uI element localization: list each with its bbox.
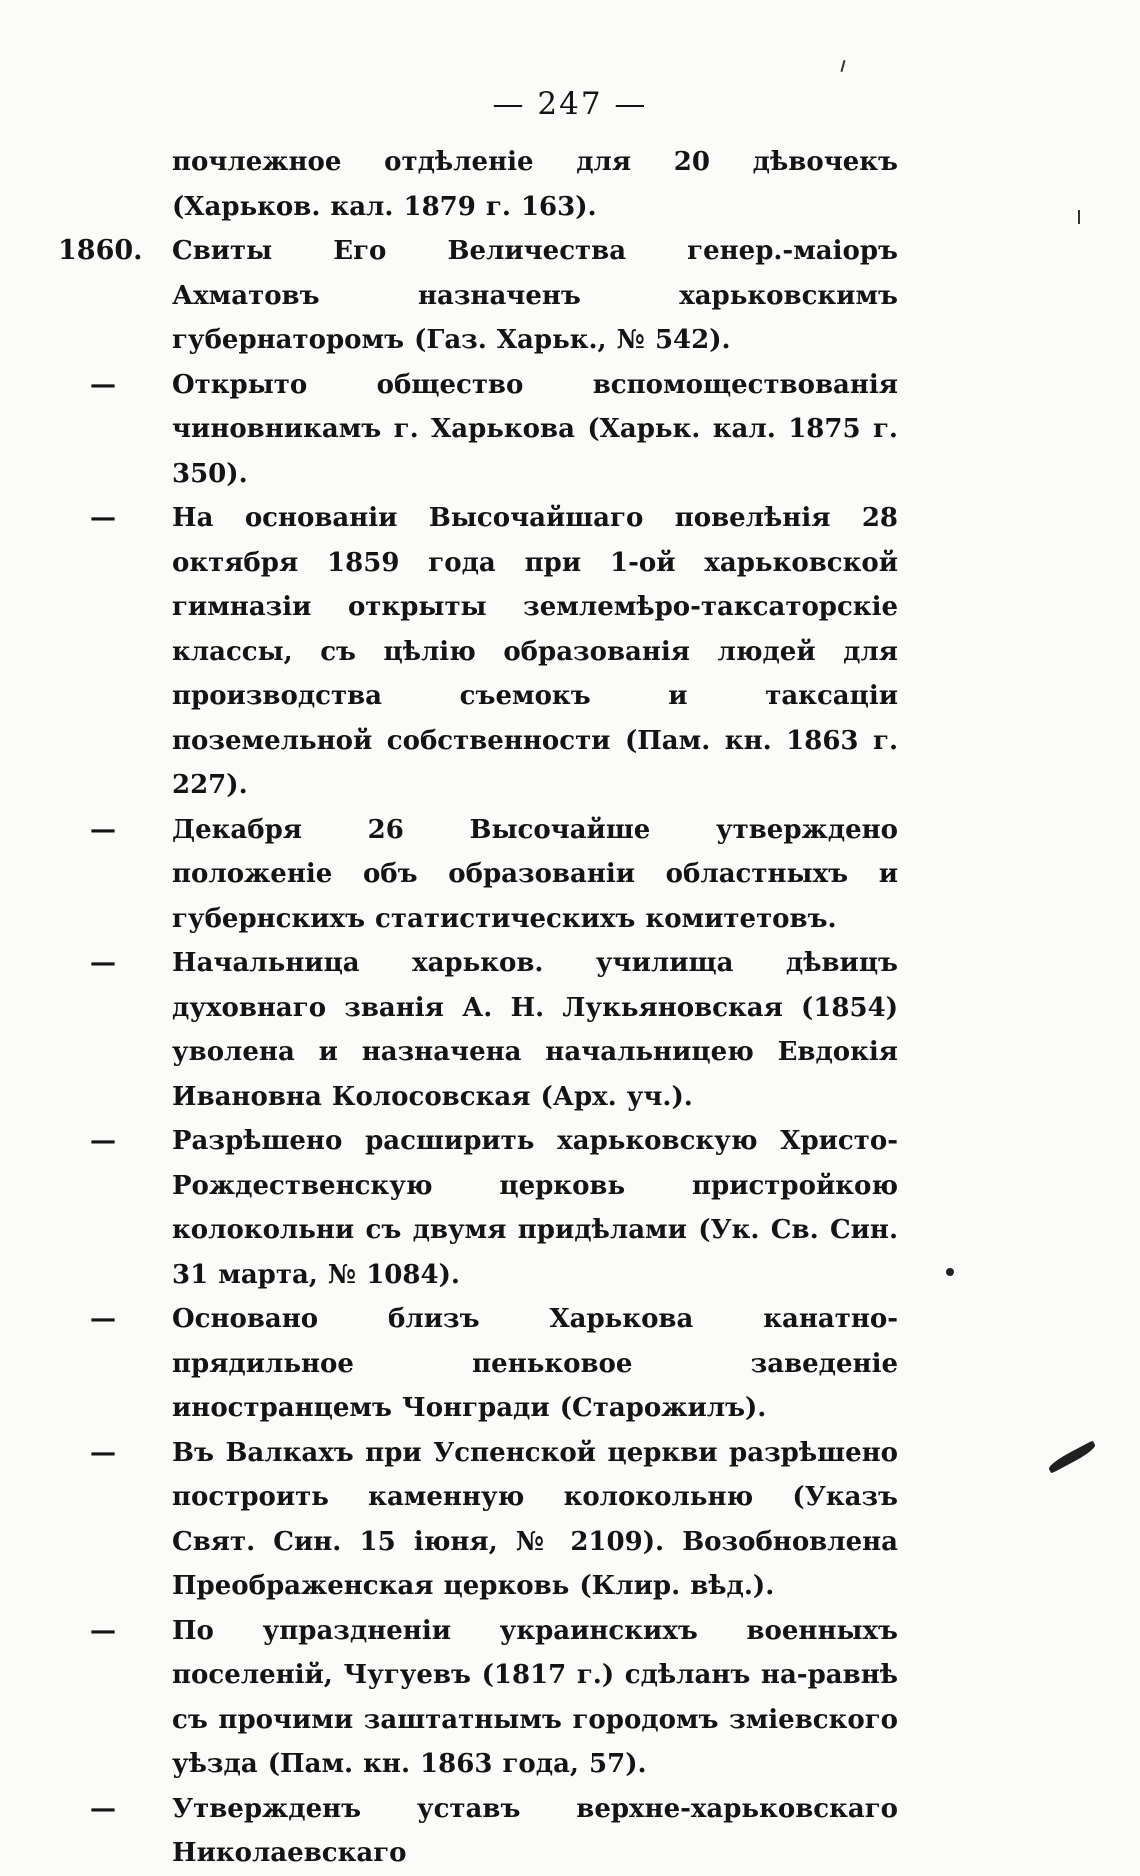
dash-marker: —	[90, 1793, 116, 1824]
entry-text: Декабря 26 Высочайше утверждено положеніе объ образованіи областныхъ и губернскихъ статистическихъ комитетовъ.	[172, 814, 898, 934]
entry-text: На основаніи Высочайшаго повелѣнія 28 октября 1859 года при 1-ой харьковской гимназіи открыты землемѣро-таксаторскіе классы, съ цѣлію образованія людей для производства съемокъ и таксаціи поземельной собственности (Пам. кн. 1863 г. 227).	[172, 503, 898, 800]
entry-text: почлежное отдѣленіе для 20 дѣвочекъ (Харьков. кал. 1879 г. 163).	[172, 147, 898, 222]
entry-text: Свиты Его Величества генер.-маіоръ Ахматовъ назначенъ харьковскимъ губернаторомъ (Газ. Харьк., № 542).	[172, 236, 898, 355]
entry-text: Утвержденъ уставъ верхне-харьковскаго Николаевскаго	[172, 1793, 898, 1868]
entry-item	[90, 1609, 898, 1787]
entry-text: Въ Валкахъ при Успенской церкви разрѣшено построить каменную колокольню (Указъ Свят. Син. 15 іюня, № 2109). Возобновлена Преображенская церковь (Клир. вѣд.).	[172, 1437, 898, 1601]
dash-marker: —	[90, 1615, 116, 1646]
dash-marker: —	[90, 1437, 116, 1468]
entry-text: Начальница харьков. училища дѣвицъ духовнаго званія А. Н. Лукьяновская (1854) уволена и назначена начальницею Евдокія Ивановна Колосовская (Арх. уч.).	[172, 948, 898, 1112]
year-marker: 1860.	[58, 235, 143, 266]
entry-item	[90, 1431, 898, 1609]
dash-marker: —	[90, 948, 116, 978]
entry-item	[90, 363, 898, 497]
entry-item	[90, 496, 898, 808]
entry-item	[90, 808, 898, 942]
entry-item	[90, 1787, 898, 1876]
entry-item	[90, 1119, 898, 1297]
scan-mark	[1078, 210, 1080, 224]
entry-year-1860	[58, 229, 898, 363]
entry-item	[90, 1297, 898, 1431]
entry-text: По упраздненіи украинскихъ военныхъ поселеній, Чугуевъ (1817 г.) сдѣланъ на-равнѣ съ прочими заштатнымъ городомъ зміевского уѣзда (Пам. кн. 1863 года, 57).	[172, 1615, 898, 1779]
entry-continuation	[172, 140, 898, 229]
chronicle-entries	[0, 140, 1140, 1876]
ink-speck	[946, 1268, 954, 1276]
entry-text: Разрѣшено расширить харьковскую Христо-Рождественскую церковь пристройкою колокольни съ двумя придѣлами (Ук. Св. Син. 31 марта, № 1084).	[172, 1126, 898, 1290]
entry-text: Открыто общество вспомоществованія чиновникамъ г. Харькова (Харьк. кал. 1875 г. 350).	[172, 369, 898, 489]
entry-text: Основано близъ Харькова канатно-прядильное пеньковое заведеніе иностранцемъ Чонгради (Старожилъ).	[172, 1304, 898, 1423]
dash-marker: —	[90, 814, 116, 845]
dash-marker: —	[90, 503, 116, 533]
entry-item	[90, 941, 898, 1119]
page-number: — 247 —	[492, 86, 648, 122]
dash-marker: —	[90, 1304, 116, 1334]
scan-mark	[840, 60, 845, 72]
dash-marker: —	[90, 1126, 116, 1156]
dash-marker: —	[90, 369, 116, 400]
